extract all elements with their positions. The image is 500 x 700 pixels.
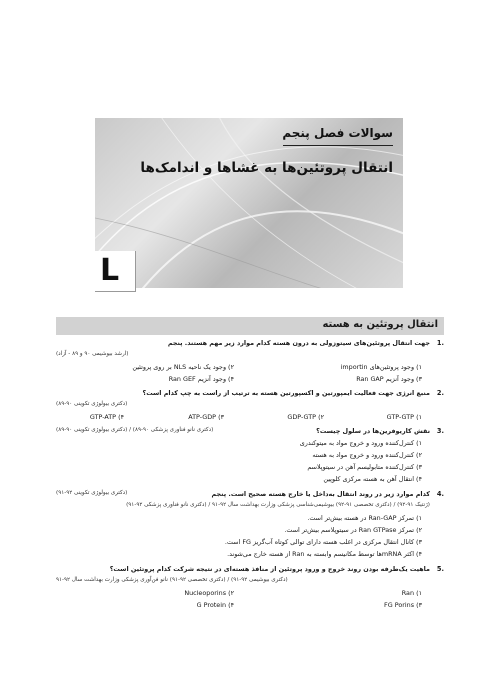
question-stem: نقش کاریوفرین‌ها در سلول چیست؟ [316,427,430,435]
option-3[interactable]: ۳) کنترل‌کننده متابولیسم آهن در سیتوپلاسم [307,463,422,471]
question-reference: (دکتری بیوشیمی ۹۲-۹۱) / (دکتری تخصصی ۹۲-۹۱) نانو فن‌آوری پزشکی وزارت بهداشت سال ۹۲-۹۱ [56,577,288,583]
section-header [56,317,444,335]
option-1[interactable]: ۱) Ran [401,589,422,597]
option-4[interactable]: ۴) G Protein [196,601,234,609]
chapter-banner [95,118,403,288]
option-1[interactable]: ۱) GTP-GTP [386,413,422,421]
question-stem: ماهیت یک‌طرفه بودن روند خروج و ورود پروتئین از منافذ هسته‌ای در نتیجه شرکت کدام پروتئین است؟ [109,565,430,573]
question-number: .4 [436,490,444,498]
chapter-divider [283,145,393,146]
question-number: .3 [436,427,444,435]
section-title: انتقال پروتئین به هسته [322,319,438,330]
option-1[interactable]: ۱) کنترل‌کننده ورود و خروج مواد به میتوکندری [299,439,422,447]
question-reference-secondary: (ژنتیک ۹۱-۹۲) / (دکتری تخصصی ۹۱-۹۲) بیوشیمی‌شناسی پزشکی وزارت بهداشت سال ۹۲-۹۱ / (دکتری نانو فناوری پزشکی ۹۲-۹۱) [126,502,430,508]
option-4[interactable]: ۴) اکثر mRNAها توسط مکانیسم وابسته به Ran از هسته خارج می‌شوند. [227,550,422,558]
question-number: .5 [436,565,444,573]
question-2 [56,389,444,425]
question-reference: (دکتری بیولوژی تکوینی ۹۰-۸۹) [56,401,128,407]
option-4[interactable]: ۴) وجود آنزیم Ran GEF [168,375,234,383]
question-number: .2 [436,389,444,397]
question-reference: (دکتری نانو فناوری پزشکی ۹۰-۸۹) / (دکتری بیولوژی تکوینی ۹۰-۸۹) [56,427,214,433]
question-reference: (ارشد بیوشیمی ۹۰ و ۸۹ - آزاد) [56,351,129,357]
question-stem: منبع انرژی جهت فعالیت ایمپورتین و اکسپورتین هسته به ترتیب از راست به چپ کدام است؟ [142,389,430,397]
option-3[interactable]: ۳) وجود آنزیم Ran GAP [356,375,422,383]
question-4 [56,490,444,562]
option-1[interactable]: ۱) وجود پروتئین‌های importin [340,363,422,371]
option-3[interactable]: ۳) کانال انتقال مرکزی در اغلب هسته دارای توالی کوتاه آب‌گریز FG است. [224,538,422,546]
option-2[interactable]: ۲) GDP-GTP [287,413,324,421]
option-4[interactable]: ۴) GTP-ATP [89,413,124,421]
question-reference: (دکتری بیولوژی تکوینی ۹۲-۹۱) [56,490,128,496]
option-2[interactable]: ۲) Nucleoporins [184,589,234,597]
question-number: .1 [436,339,444,347]
question-5 [56,565,444,613]
chapter-title: سوالات فصل پنجم [282,126,393,140]
option-3[interactable]: ۳) FG Porins [384,601,422,609]
option-1[interactable]: ۱) تمرکز Ran-GAP در هسته بیش‌تر است. [307,514,422,522]
option-2[interactable]: ۲) تمرکز Ran GTPase در سیتوپلاسم بیش‌تر است. [284,526,422,534]
question-stem: جهت انتقال پروتئین‌های سیتوزولی به درون هسته کدام موارد زیر مهم هستند. پنجم [167,339,430,347]
banner-swirl-graphic [95,118,403,288]
option-2[interactable]: ۲) کنترل‌کننده ورود و خروج مواد به هسته [312,451,422,459]
question-1 [56,339,444,387]
option-3[interactable]: ۳) ATP-GDP [188,413,224,421]
question-stem: کدام موارد زیر در روند انتقال به‌داخل یا خارج هسته صحیح است. پنجم [211,490,430,498]
page-title: انتقال پروتئین‌ها به غشاها و اندامک‌ها [140,160,393,176]
question-3 [56,427,444,487]
section-letter: L [100,253,120,288]
option-2[interactable]: ۲) وجود یک ناحیه NLS بر روی پروتئین [132,363,234,371]
option-4[interactable]: ۴) انتقال آهن به هسته مرکزی کلوپین [323,475,422,483]
